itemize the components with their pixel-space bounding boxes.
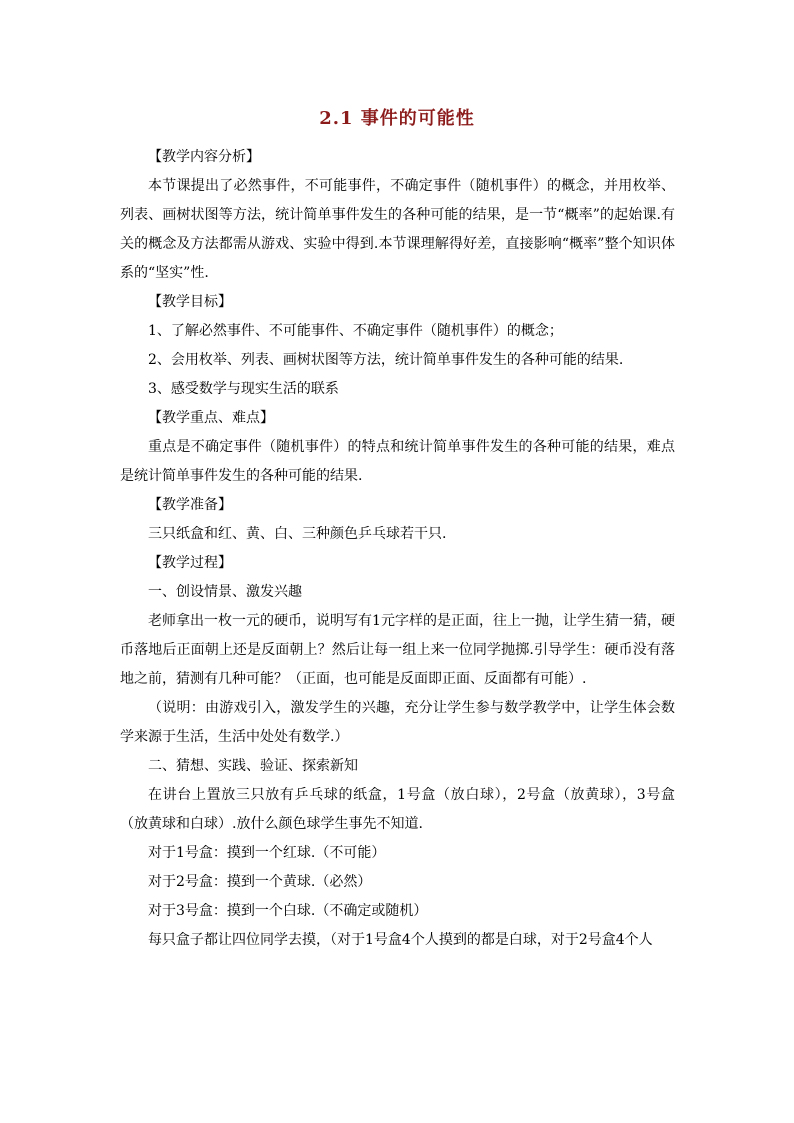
section-heading-process: 【教学过程】 [148, 555, 232, 571]
section-heading-preparation: 【教学准备】 [148, 497, 232, 513]
section-heading-analysis: 【教学内容分析】 [148, 149, 260, 165]
analysis-paragraph: 本节课提出了必然事件，不可能事件，不确定事件（随机事件）的概念，并用枚举、列表、画树状图等方法，统计简单事件发生的各种可能的结果，是一节“概率”的起始课.有关的概念及方法都需从游戏、实验中得到.本节课理解得好差，直接影响“概率”整个知识体系的“坚实”性. [120, 178, 675, 281]
section-heading-goals: 【教学目标】 [148, 294, 232, 310]
subsection-heading-1: 一、创设情景、激发兴趣 [148, 584, 302, 600]
section1-paragraph: 老师拿出一枚一元的硬币，说明写有1元字样的是正面，往上一抛，让学生猜一猜，硬币落地后正面朝上还是反面朝上？然后让每一组上来一位同学抛掷.引导学生：硬币没有落地之前，猜测有几种可能？（正面，也可能是反面即正面、反面都有可能）. [120, 613, 675, 687]
box3-line: 对于3号盒：摸到一个白球.（不确定或随机） [148, 903, 428, 919]
goal-item: 1、了解必然事件、不可能事件、不确定事件（随机事件）的概念； [148, 323, 563, 339]
preparation-paragraph: 三只纸盒和红、黄、白、三种颜色乒乓球若干只. [148, 526, 447, 542]
last-paragraph: 每只盒子都让四位同学去摸，（对于1号盒4个人摸到的都是白球，对于2号盒4个人 [148, 932, 653, 948]
section2-paragraph: 在讲台上置放三只放有乒乓球的纸盒，1号盒（放白球），2号盒（放黄球），3号盒（放黄球和白球）.放什么颜色球学生事先不知道. [120, 787, 675, 832]
keypoints-paragraph: 重点是不确定事件（随机事件）的特点和统计简单事件发生的各种可能的结果，难点是统计简单事件发生的各种可能的结果. [120, 439, 675, 484]
goal-item: 3、感受数学与现实生活的联系 [148, 381, 339, 397]
document-body [120, 143, 675, 955]
section1-note: （说明：由游戏引入，激发学生的兴趣，充分让学生参与数学教学中，让学生体会数学来源于生活，生活中处处有数学.） [120, 700, 675, 745]
goal-item: 2、会用枚举、列表、画树状图等方法，统计简单事件发生的各种可能的结果. [148, 352, 624, 368]
page-title: 2.1 事件的可能性 [319, 108, 475, 129]
subsection-heading-2: 二、猜想、实践、验证、探索新知 [148, 758, 358, 774]
section-heading-keypoints: 【教学重点、难点】 [148, 410, 274, 426]
box2-line: 对于2号盒：摸到一个黄球.（必然） [148, 874, 372, 890]
box1-line: 对于1号盒：摸到一个红球.（不可能） [148, 845, 386, 861]
